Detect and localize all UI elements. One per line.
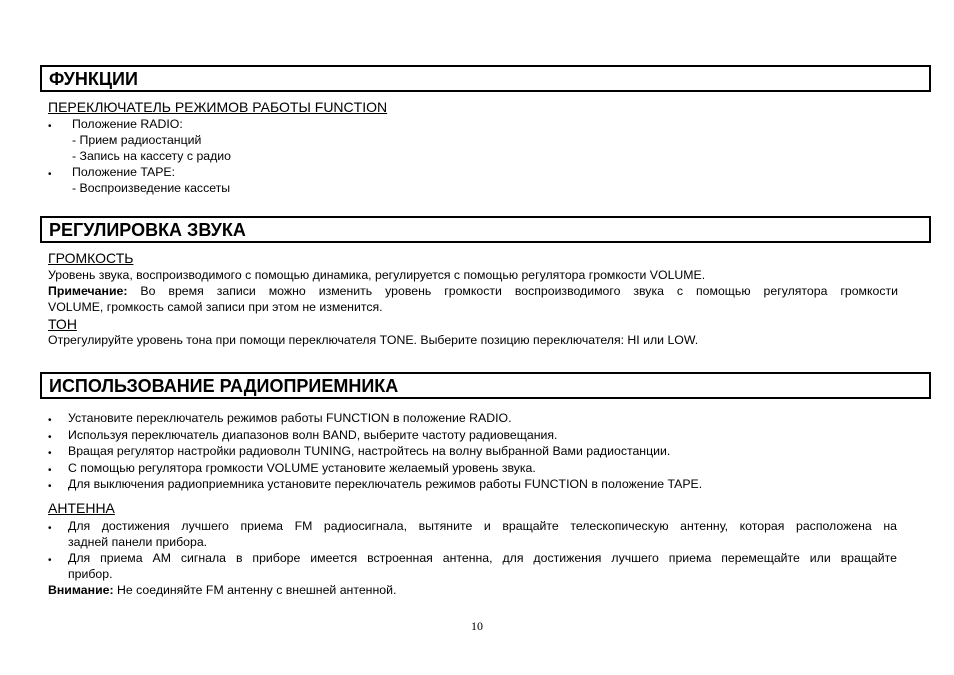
volume-text: Уровень звука, воспроизводимого с помощью динамика, регулируется с помощью регулятора громкости VOLUME. (48, 268, 706, 282)
antenna-am-line2: прибор. (68, 567, 113, 581)
tape-position-sub1: - Воспроизведение кассеты (72, 181, 231, 195)
sound-section-header (40, 216, 931, 243)
note-line1 (48, 283, 898, 299)
sound-title: РЕГУЛИРОВКА ЗВУКА (49, 220, 246, 240)
tape-position-item: Положение TAPE: (72, 165, 176, 179)
page-number: 10 (471, 619, 483, 633)
volume-heading: ГРОМКОСТЬ (48, 250, 134, 266)
bullet-icon: • (48, 481, 52, 492)
note-text-line2: VOLUME, громкость самой записи при этом не изменится. (48, 300, 383, 314)
radio-position-sub1: - Прием радиостанций (72, 133, 202, 147)
warning-text: Не соединяйте FM антенну с внешней антенной. (116, 583, 397, 597)
antenna-fm-line2: задней панели прибора. (68, 535, 208, 549)
bullet-icon: • (48, 448, 52, 459)
functions-title: ФУНКЦИИ (49, 69, 138, 89)
note-text-line1: Во время записи можно изменить уровень громкости воспроизводимого звука с помощью регулятора громкости (140, 284, 899, 298)
functions-section-header (40, 65, 931, 92)
radio-step-4: С помощью регулятора громкости VOLUME установите желаемый уровень звука. (68, 461, 536, 475)
function-switch-heading: ПЕРЕКЛЮЧАТЕЛЬ РЕЖИМОВ РАБОТЫ FUNCTION (48, 99, 388, 115)
bullet-icon: • (48, 169, 52, 180)
bullet-icon: • (48, 465, 52, 476)
bullet-icon: • (48, 523, 52, 534)
bullet-icon: • (48, 415, 52, 426)
antenna-am-line1: Для приема AM сигнала в приборе имеется встроенная антенна, для достижения лучшего приема перемещайте или вращайте (68, 551, 897, 565)
radio-section-header (40, 372, 931, 399)
bullet-icon: • (48, 432, 52, 443)
bullet-icon: • (48, 555, 52, 566)
antenna-fm-line1: Для достижения лучшего приема FM радиосигнала, вытяните и вращайте телескопическую антенну, которая расположена на (68, 519, 897, 533)
radio-position-item: Положение RADIO: (72, 117, 183, 131)
warning-label: Внимание: (48, 583, 114, 597)
note-label: Примечание: (48, 284, 128, 298)
warning-line (48, 582, 396, 598)
radio-title: ИСПОЛЬЗОВАНИЕ РАДИОПРИЕМНИКА (49, 376, 399, 396)
bullet-icon: • (48, 121, 52, 132)
radio-step-5: Для выключения радиоприемника установите переключатель режимов работы FUNCTION в положение TAPE. (68, 477, 703, 491)
radio-position-sub2: - Запись на кассету с радио (72, 149, 232, 163)
radio-step-1: Установите переключатель режимов работы FUNCTION в положение RADIO. (68, 411, 512, 425)
tone-heading: ТОН (48, 316, 77, 332)
tone-text: Отрегулируйте уровень тона при помощи переключателя TONE. Выберите позицию переключателя: HI или LOW. (48, 333, 699, 347)
radio-step-3: Вращая регулятор настройки радиоволн TUNING, настройтесь на волну выбранной Вами радиостанции. (68, 444, 671, 458)
antenna-heading: АНТЕННА (48, 500, 115, 516)
radio-step-2: Используя переключатель диапазонов волн BAND, выберите частоту радиовещания. (68, 428, 558, 442)
